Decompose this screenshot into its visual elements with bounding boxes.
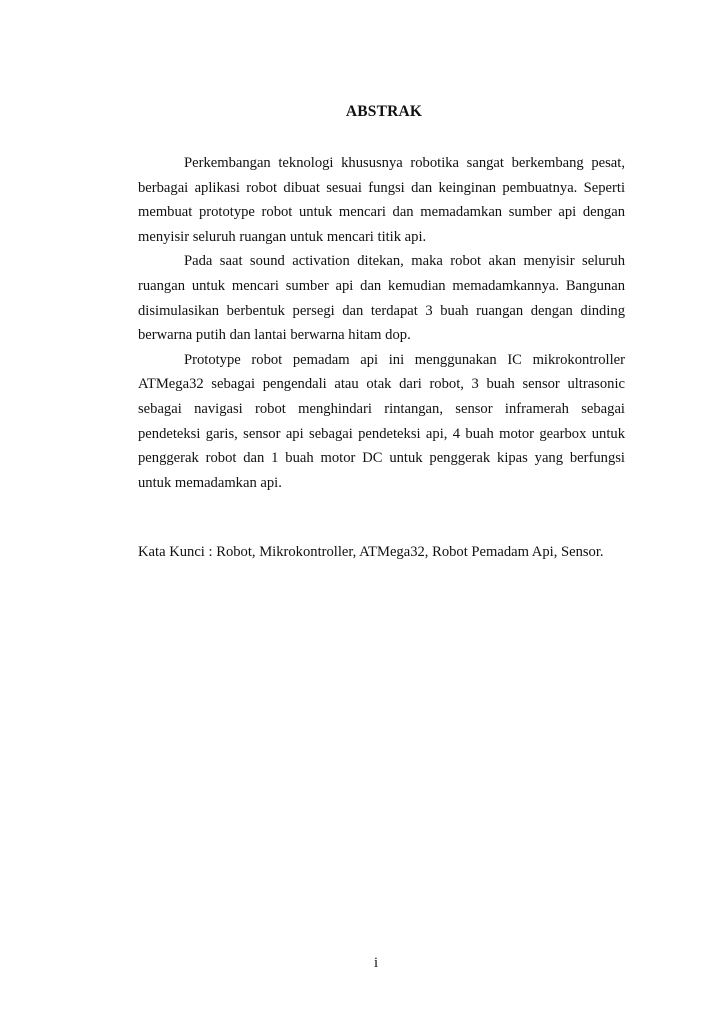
abstract-body [138, 151, 625, 495]
page-number: i [374, 955, 379, 971]
abstract-paragraph-2: Pada saat sound activation ditekan, maka robot akan menyisir seluruh ruangan untuk mencari sumber api dan kemudian memadamkannya. Bangunan disimulasikan berbentuk persegi dan terdapat 3 buah ruangan dengan dinding berwarna putih dan lantai berwarna hitam dop. [138, 253, 625, 344]
abstract-paragraph-1: Perkembangan teknologi khususnya robotika sangat berkembang pesat, berbagai aplikasi robot dibuat sesuai fungsi dan keinginan pembuatnya. Seperti membuat prototype robot untuk mencari dan memadamkan sumber api dengan menyisir seluruh ruangan untuk mencari titik api. [138, 155, 625, 245]
keywords-line: Kata Kunci : Robot, Mikrokontroller, ATMega32, Robot Pemadam Api, Sensor. [138, 544, 604, 560]
abstract-paragraph-3: Prototype robot pemadam api ini menggunakan IC mikrokontroller ATMega32 sebagai pengendali atau otak dari robot, 3 buah sensor ultrasonic sebagai navigasi robot menghindari rintangan, sensor inframerah sebagai pendeteksi garis, sensor api sebagai pendeteksi api, 4 buah motor gearbox untuk penggerak robot dan 1 buah motor DC untuk penggerak kipas yang berfungsi untuk memadamkan api. [138, 351, 625, 491]
document-title: ABSTRAK [345, 103, 423, 120]
